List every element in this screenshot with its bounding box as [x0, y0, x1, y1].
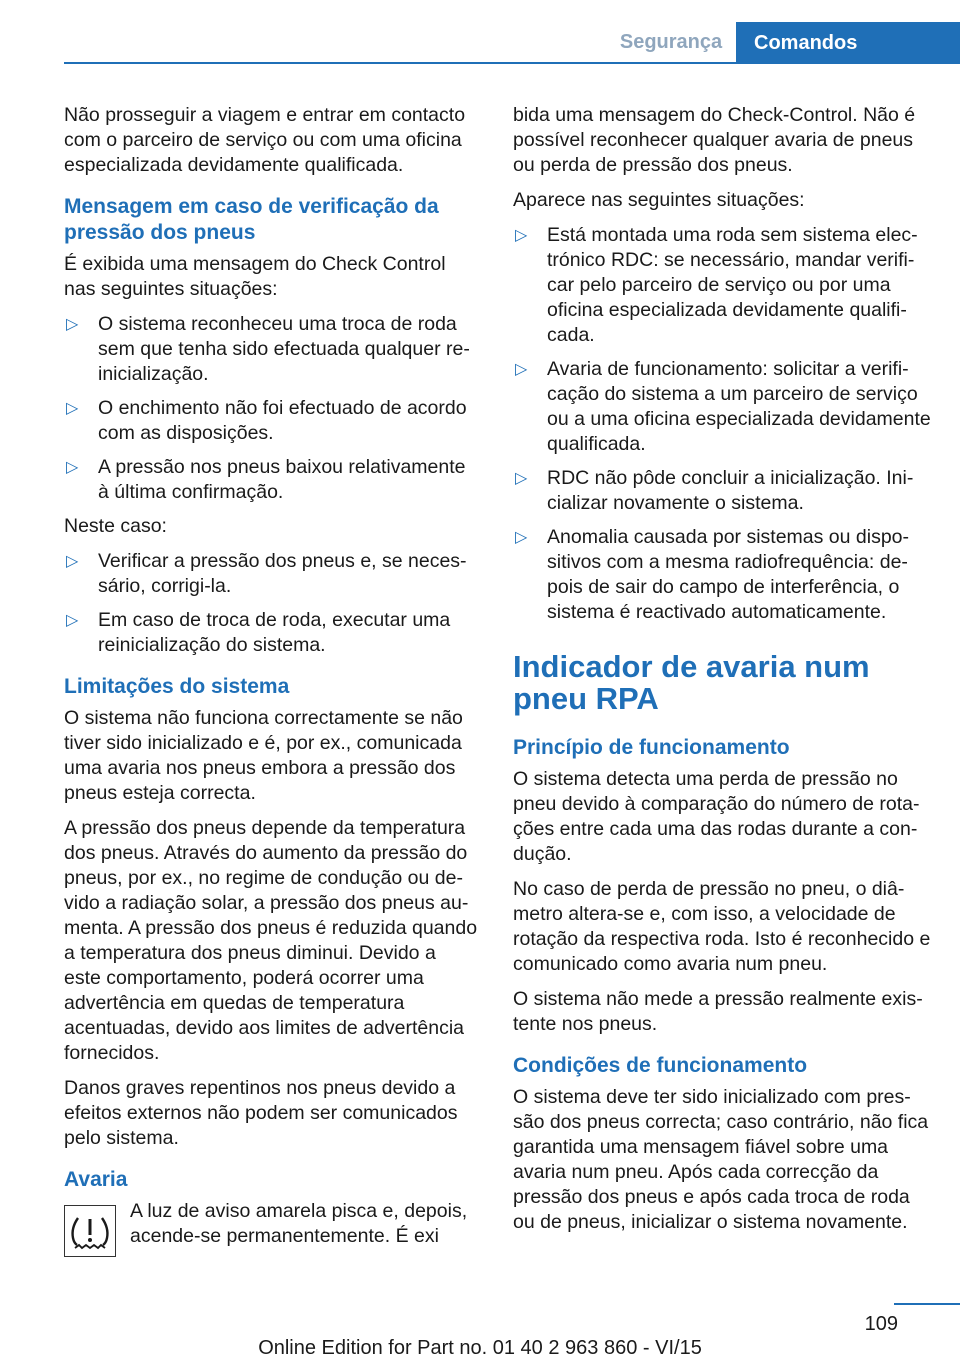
triangle-right-icon: ▷: [66, 400, 79, 417]
footer-rule: [894, 1303, 960, 1305]
triangle-right-icon: ▷: [66, 459, 79, 476]
heading-limitations: Limitações do sistema: [64, 675, 290, 698]
continued-paragraph: bida uma mensagem do Check-Control. Não é possível reconhecer qualquer avaria de pneus ou perda de pressão dos pneus.: [513, 104, 916, 176]
triangle-right-icon: ▷: [515, 529, 528, 546]
principle-paragraph-2: No caso de perda de pressão no pneu, o diâmetro altera-se e, com isso, a velocidade de rotação da respectiva roda. Isto é reconhecido e comunicado como avaria num pneu.: [513, 878, 931, 975]
list-item: ▷ Avaria de funcionamento: solicitar a verificação do sistema a um parceiro de serviço ou a uma oficina especializada devidamente qualificada.: [515, 358, 931, 455]
appears-list: [513, 223, 931, 625]
heading-principle: Princípio de funcionamento: [513, 736, 790, 759]
edition-footer: Online Edition for Part no. 01 40 2 963 860 - VI/15: [258, 1337, 702, 1359]
list-item: ▷ O enchimento não foi efectuado de acordo com as disposições.: [66, 397, 467, 444]
list-item: ▷ Está montada uma roda sem sistema electrónico RDC: se necessário, mandar verificar pelo parceiro de serviço ou por uma oficina especializada devidamente qualificada.: [515, 224, 918, 346]
list-item: ▷ Anomalia causada por sistemas ou dispositivos com a mesma radiofrequência: depois de sair do campo de interferência, o sistema é reactivado automaticamente.: [515, 526, 910, 623]
list-item: ▷ Verificar a pressão dos pneus e, se necessário, corrigi-la.: [66, 550, 467, 597]
heading-fault: Avaria: [64, 1168, 128, 1191]
list-item: ▷ A pressão nos pneus baixou relativamente à última confirmação.: [66, 456, 466, 503]
principle-paragraph-3: O sistema não mede a pressão realmente existente nos pneus.: [513, 988, 923, 1035]
triangle-right-icon: ▷: [66, 316, 79, 333]
left-column: [64, 103, 478, 1259]
intro-paragraph: Não prosseguir a viagem e entrar em contacto com o parceiro de serviço ou com uma oficina especializada devidamente qualificada.: [64, 104, 466, 176]
triangle-right-icon: ▷: [66, 612, 79, 629]
limitations-paragraph-2: A pressão dos pneus depende da temperatura dos pneus. Através do aumento da pressão do pneus, por ex., no regime de condução ou devido a radiação solar, a pressão dos pneus aumenta. A pressão dos pneus é reduzida quando a temperatura dos pneus diminui. Devido a este comportamento, poderá ocorrer uma advertência em quedas de temperatura acentuadas, devido aos limites de advertência fornecidos.: [64, 817, 478, 1064]
fault-paragraph: A luz de aviso amarela pisca e, depois, acende-se permanentemente. É exi: [130, 1200, 468, 1247]
message-list: [64, 312, 478, 505]
tab-comandos[interactable]: Comandos: [736, 22, 960, 64]
heading-conditions: Condições de funcionamento: [513, 1054, 808, 1077]
list-item: ▷ Em caso de troca de roda, executar uma reinicialização do sistema.: [66, 609, 451, 656]
limitations-paragraph-3: Danos graves repentinos nos pneus devido a efeitos externos não podem ser comunicados pelo sistema.: [64, 1077, 458, 1149]
list-item: ▷ O sistema reconheceu uma troca de roda sem que tenha sido efectuada qualquer reinicialização.: [66, 313, 470, 385]
right-column: [513, 103, 931, 1245]
message-paragraph: É exibida uma mensagem do Check Control nas seguintes situações:: [64, 253, 446, 300]
appears-paragraph: Aparece nas seguintes situações:: [513, 189, 805, 211]
fault-block: [64, 1199, 478, 1259]
limitations-paragraph-1: O sistema não funciona correctamente se não tiver sido inicializado e é, por ex., comunicada uma avaria nos pneus embora a pressão dos pneus esteja correcta.: [64, 707, 463, 804]
list-item: ▷ RDC não pôde concluir a inicialização. Inicializar novamente o sistema.: [515, 467, 914, 514]
tab-seguranca[interactable]: Segurança: [619, 31, 723, 53]
heading-message: Mensagem em caso de verificação da pressão dos pneus: [64, 195, 439, 244]
page-number: 109: [864, 1313, 898, 1335]
principle-paragraph-1: O sistema detecta uma perda de pressão no pneu devido à comparação do número de rotações entre cada uma das rodas durante a condução.: [513, 768, 920, 865]
case-paragraph: Neste caso:: [64, 515, 167, 537]
triangle-right-icon: ▷: [515, 470, 528, 487]
case-list: [64, 549, 478, 658]
triangle-right-icon: ▷: [515, 361, 528, 378]
conditions-paragraph: O sistema deve ter sido inicializado com pressão dos pneus correcta; caso contrário, não fica garantida uma mensagem fiável sobre uma avaria num pneu. Após cada correcção da pressão dos pneus e após cada troca de roda ou de pneus, inicializar o sistema novamente.: [513, 1086, 929, 1233]
heading-rpa: Indicador de avaria num pneu RPA: [513, 649, 870, 716]
tire-pressure-warning-icon: [64, 1205, 116, 1257]
triangle-right-icon: ▷: [515, 227, 528, 244]
triangle-right-icon: ▷: [66, 553, 79, 570]
